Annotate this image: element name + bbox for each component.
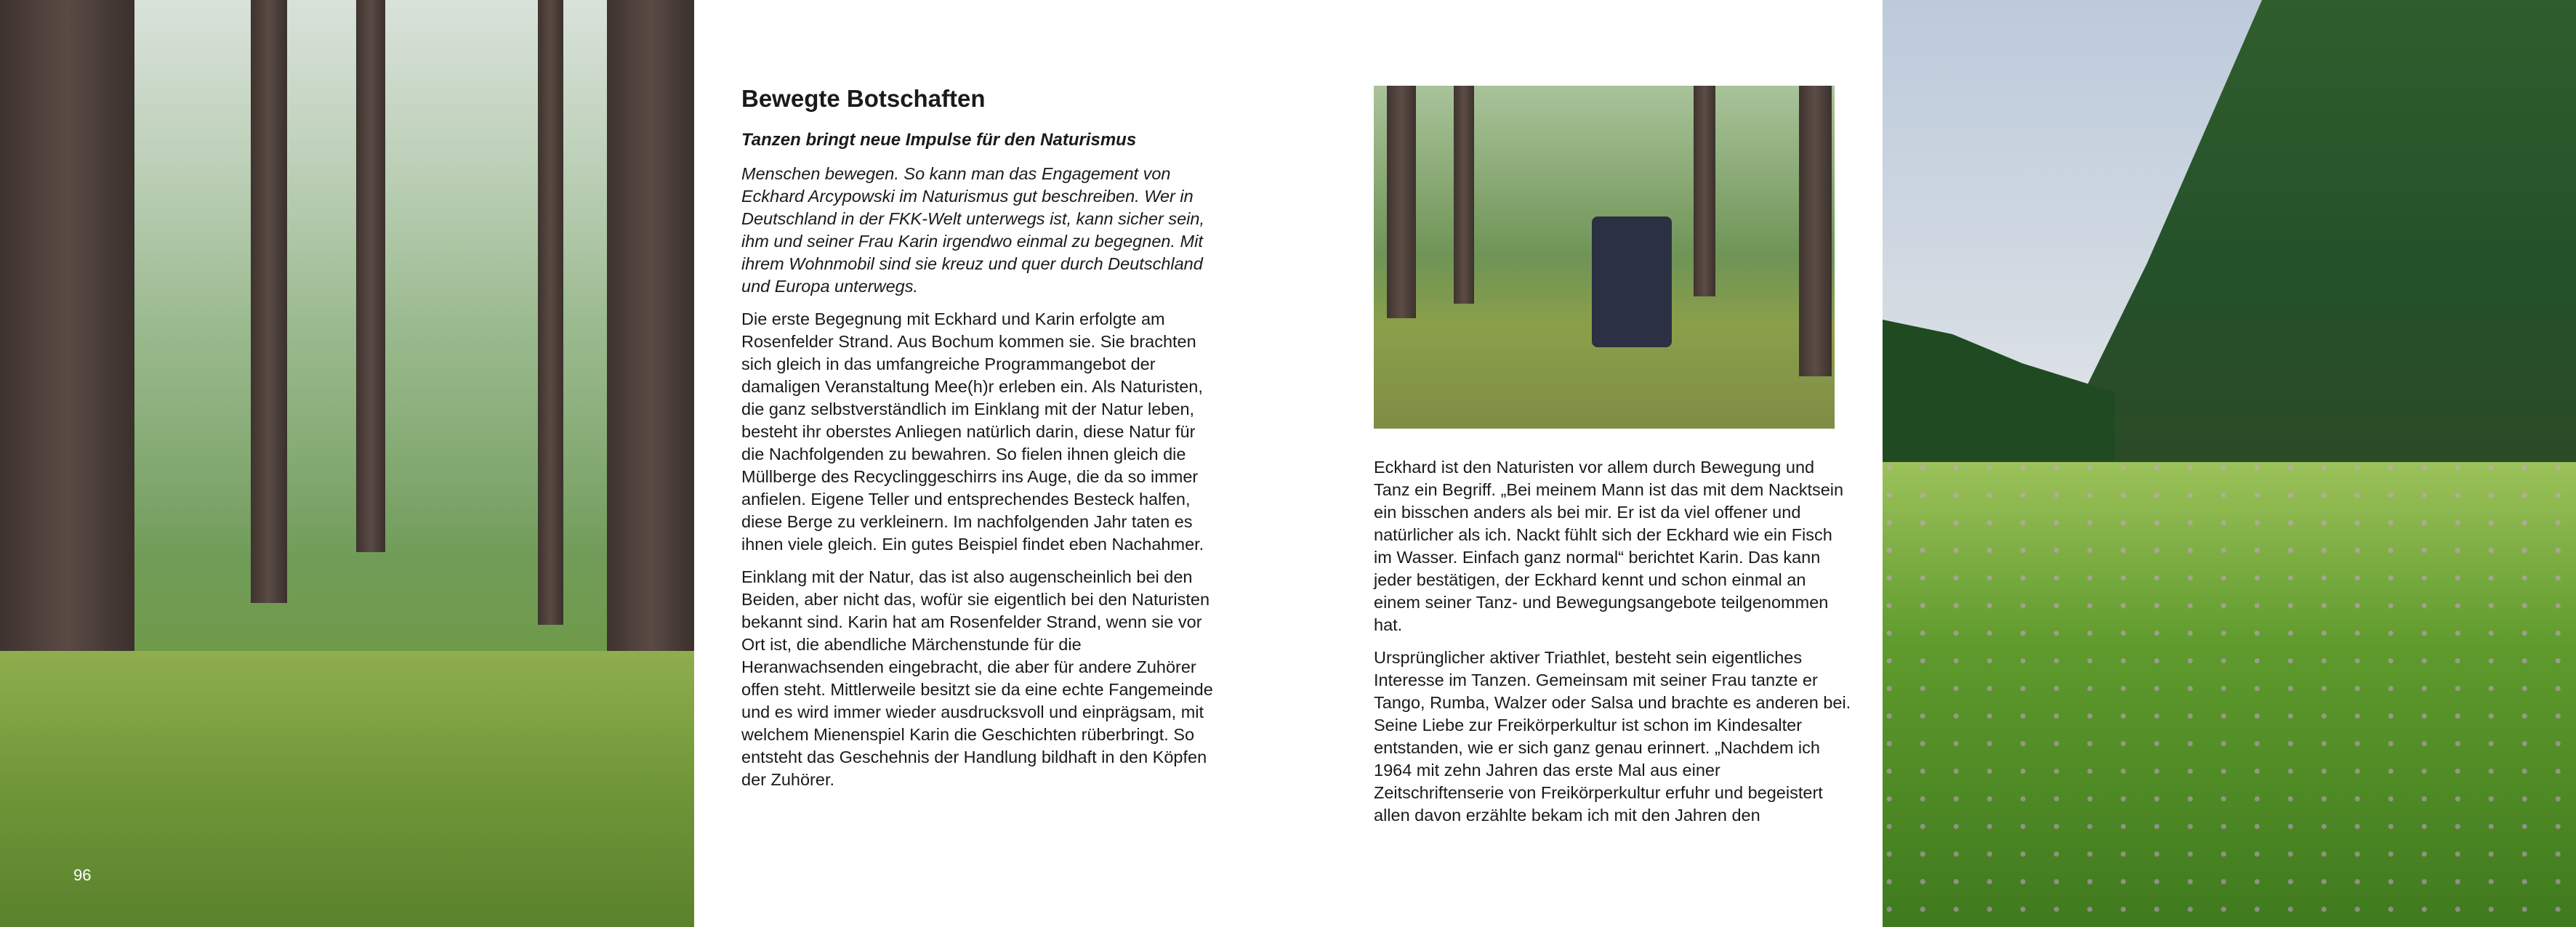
article-subheadline: Tanzen bringt neue Impulse für den Naturismus (741, 130, 1137, 150)
distant-treeline (1883, 320, 2115, 465)
flower-meadow (1883, 462, 2576, 927)
tree-trunk (1799, 86, 1832, 376)
tree-trunk (1694, 86, 1715, 296)
photo-woman-in-chair (1374, 86, 1835, 429)
page-number-left: 96 (73, 866, 92, 884)
tree-trunk (1387, 86, 1416, 318)
text-column-right (1374, 456, 1853, 837)
body-paragraph: Einklang mit der Natur, das ist also augenscheinlich bei den Beiden, aber nicht das, wofür sie eigentlich bei den Naturisten bekannt sind. Karin hat am Rosenfelder Strand, wenn sie vor Ort ist, die abendliche Märchenstunde für die Heranwachsenden eingebracht, die aber für andere Zuhörer offen steht. Mittlerweile besitzt sie da eine echte Fangemeinde und es wird immer wieder ausdrucksvoll und einprägsam, mit welchem Mienenspiel Karin die Geschichten rüberbringt. So entsteht das Geschehnis der Handlung bildhaft in den Köpfen der Zuhörer. (741, 567, 1213, 789)
article-lead: Menschen bewegen. So kann man das Engagement von Eckhard Arcypowski im Naturismus gut beschreiben. Wer in Deutschland in der FKK-Welt unterwegs ist, kann sicher sein, ihm und seiner Frau Karin irgendwo einmal zu begegnen. Mit ihrem Wohnmobil sind sie kreuz und quer durch Deutschland und Europa unterwegs. (741, 164, 1204, 296)
photo-forest-couple (0, 0, 694, 927)
forest-floor (0, 651, 694, 927)
camping-chair (1592, 216, 1672, 347)
body-paragraph: Ursprünglicher aktiver Triathlet, besteht sein eigentliches Interesse im Tanzen. Gemeinsam mit seiner Frau tanzte er Tango, Rumba, Walzer oder Salsa und brachte es anderen bei. Seine Liebe zur Freikörperkultur ist schon im Kindesalter entstanden, wie er sich ganz genau erinnert. „Nachdem ich 1964 mit zehn Jahren das erste Mal aus einer Zeitschriftenserie von Freikörperkultur erfuhr und begeistert allen davon erzählte bekam ich mit den Jahren den (1374, 648, 1851, 825)
tree-trunk (1454, 86, 1474, 304)
tree-trunk (538, 0, 563, 625)
pine-forest-edge (2053, 0, 2576, 479)
article-headline: Bewegte Botschaften (741, 85, 986, 112)
tree-trunk (607, 0, 694, 734)
body-paragraph: Eckhard ist den Naturisten vor allem durch Bewegung und Tanz ein Begriff. „Bei meinem Mann ist das mit dem Nacktsein ein bisschen anders als bei mir. Er ist da viel offener und natürlicher als ich. Nackt fühlt sich der Eckhard wie ein Fisch im Wasser. Einfach ganz normal“ berichtet Karin. Das kann jeder bestätigen, der Eckhard kennt und schon einmal an einem seiner Tanz- und Bewegungsangebote teilgenommen hat. (1374, 458, 1844, 634)
body-paragraph: Die erste Begegnung mit Eckhard und Karin erfolgte am Rosenfelder Strand. Aus Bochum kommen sie. Sie brachten sich gleich in das umfangreiche Programmangebot der damaligen Veranstaltung Mee(h)r erleben ein. Als Naturisten, die ganz selbstverständlich im Einklang mit der Natur leben, besteht ihr oberstes Anliegen natürlich darin, diese Natur für die Nachfolgenden zu bewahren. So fielen ihnen gleich die Müllberge des Recyclinggeschirrs ins Auge, die da so immer anfielen. Eigene Teller und entsprechendes Besteck halfen, diese Berge zu verkleinern. Im nachfolgenden Jahr taten es ihnen viele gleich. Ein gutes Beispiel findet eben Nachahmer. (741, 309, 1204, 554)
photo-meadow-dancer (1883, 0, 2576, 927)
tree-trunk (0, 0, 134, 741)
text-column-left (741, 84, 1221, 801)
tree-trunk (251, 0, 287, 603)
tree-trunk (356, 0, 385, 552)
